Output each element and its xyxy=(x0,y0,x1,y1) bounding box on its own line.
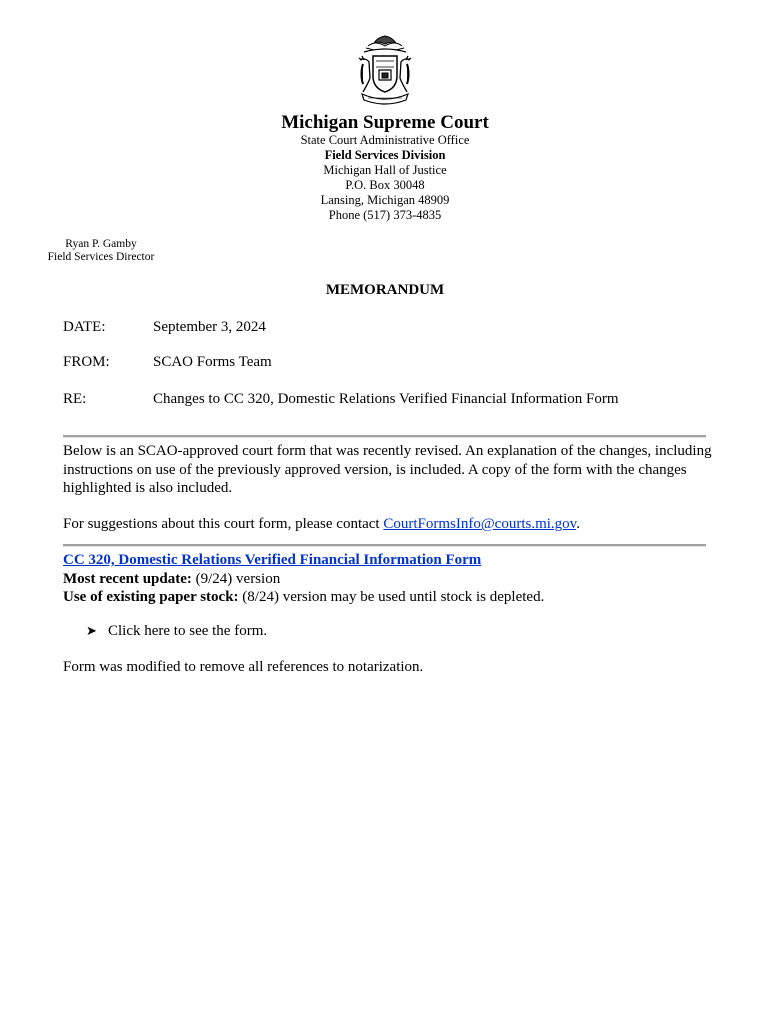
recent-update-label: Most recent update: xyxy=(63,570,192,587)
from-label: FROM: xyxy=(63,354,110,370)
memorandum-heading: MEMORANDUM xyxy=(325,282,445,298)
view-form-text[interactable]: Click here to see the form. xyxy=(108,623,268,639)
contact-prefix: For suggestions about this court form, please contact xyxy=(63,516,384,532)
recent-update-value: (9/24) version xyxy=(191,570,281,587)
paper-stock-value: (8/24) version may be used until stock is depleted. xyxy=(238,589,545,605)
office-address-block xyxy=(0,133,770,223)
director-block xyxy=(22,238,180,264)
director-name: Ryan P. Gamby xyxy=(65,238,137,250)
divider-bottom xyxy=(63,544,706,547)
city-state-zip: Lansing, Michigan 48909 xyxy=(320,193,450,207)
court-name: Michigan Supreme Court xyxy=(281,112,489,133)
date-value: September 3, 2024 xyxy=(153,319,266,335)
director-title: Field Services Director xyxy=(47,251,155,263)
re-value: Changes to CC 320, Domestic Relations Verified Financial Information Form xyxy=(153,391,619,407)
phone-number: Phone (517) 373-4835 xyxy=(328,208,442,222)
building-name: Michigan Hall of Justice xyxy=(323,163,447,177)
from-value: SCAO Forms Team xyxy=(153,354,272,370)
form-title-link[interactable]: CC 320, Domestic Relations Verified Financial Information Form xyxy=(63,552,482,568)
re-label: RE: xyxy=(63,391,87,407)
paper-stock-label: Use of existing paper stock: xyxy=(63,589,239,605)
division-name: Field Services Division xyxy=(324,148,446,162)
contact-suffix: . xyxy=(576,516,580,532)
contact-paragraph xyxy=(63,515,713,534)
michigan-seal-icon xyxy=(354,34,416,106)
divider-top xyxy=(63,435,706,438)
view-form-bullet[interactable] xyxy=(86,622,267,640)
arrowhead-bullet-icon: ➤ xyxy=(86,623,97,638)
intro-paragraph: Below is an SCAO-approved court form that was recently revised. An explanation of the changes, including instructions on use of the previously approved version, is included. A copy of the form with the changes highlighted is also included. xyxy=(63,443,712,496)
date-label: DATE: xyxy=(63,319,106,335)
po-box: P.O. Box 30048 xyxy=(345,178,425,192)
modification-note: Form was modified to remove all references to notarization. xyxy=(63,659,424,675)
contact-email-link[interactable]: CourtFormsInfo@courts.mi.gov xyxy=(383,516,577,532)
form-section xyxy=(63,551,713,607)
office-name: State Court Administrative Office xyxy=(300,133,470,147)
